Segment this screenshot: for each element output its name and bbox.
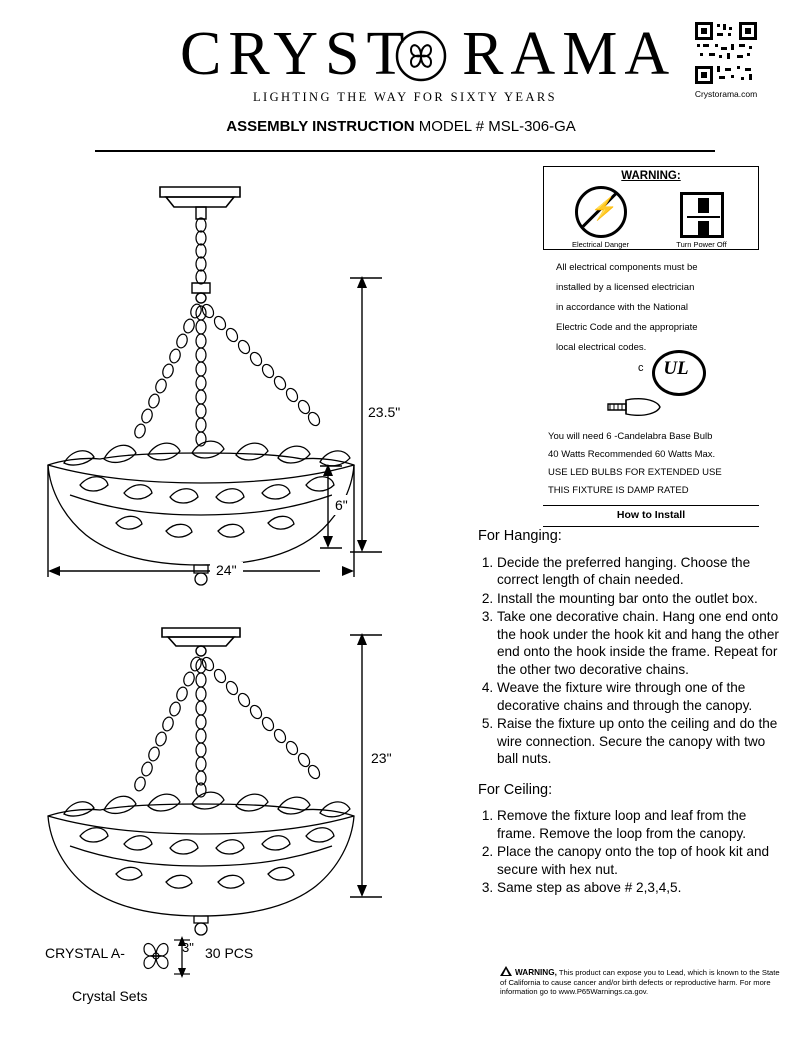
qr-label: Crystorama.com — [694, 89, 758, 99]
how-to-install-heading: How to Install — [616, 509, 686, 521]
header-divider — [95, 150, 715, 152]
hanging-steps-list — [478, 554, 788, 768]
electrical-line-2: installed by a licensed electrician — [556, 282, 695, 293]
turn-power-off-caption: Turn Power Off — [676, 240, 727, 249]
ceiling-step-1: 1. Remove the fixture loop and leaf from the frame. Remove the loop from the canopy. — [497, 807, 788, 842]
electrical-line-4: Electric Code and the appropriate — [556, 322, 698, 333]
assembly-instruction-title — [0, 118, 802, 135]
figure2-dimension-lines — [320, 625, 400, 915]
candelabra-bulb-icon — [600, 388, 670, 428]
fig2-height-dim: 23" — [368, 748, 395, 768]
ceiling-step-3: 3. Same step as above # 2,3,4,5. — [497, 879, 788, 897]
hanging-step-4: 4. Weave the fixture wire through one of the decorative chains and through the canopy. — [497, 679, 788, 714]
bulb-requirements — [548, 428, 768, 500]
bulb-line-2: 40 Watts Recommended 60 Watts Max. — [548, 449, 716, 460]
crystal-qty-label: 30 PCS — [205, 945, 254, 961]
qr-code-block — [680, 22, 772, 99]
bulb-line-4: THIS FIXTURE IS DAMP RATED — [548, 485, 689, 496]
howto-divider-top — [543, 505, 759, 506]
howto-divider-bottom — [543, 526, 759, 527]
ceiling-steps-list — [478, 807, 788, 897]
electrical-danger-icon: ⚡ — [575, 186, 627, 238]
crystal-a-label: CRYSTAL A- — [45, 945, 125, 961]
prop65-text: This product can expose you to Lead, which is known to the State of California to cause cancer and/or birth defects or reproductive harm. For more information go to www.P65Warnings.ca.gov. — [500, 968, 780, 997]
warning-triangle-icon — [500, 966, 512, 976]
hanging-title: For Hanging: — [478, 528, 562, 544]
crystal-sets-label: Crystal Sets — [72, 988, 148, 1004]
warning-box — [543, 166, 759, 250]
prop65-bold: WARNING, — [515, 968, 557, 977]
brand-name-left: CRYST — [180, 20, 411, 88]
electrical-line-1: All electrical components must be — [556, 262, 698, 273]
bulb-line-3: USE LED BULBS FOR EXTENDED USE — [548, 467, 722, 478]
brand-wordmark — [180, 20, 677, 88]
qr-code-icon — [695, 22, 757, 84]
brand-name-right: RAMA — [462, 20, 677, 88]
ceiling-title: For Ceiling: — [478, 781, 553, 798]
instructions-block — [478, 528, 788, 898]
fig1-shade-height-dim: 6" — [332, 495, 351, 515]
fig1-height-dim: 23.5" — [365, 402, 403, 422]
assembly-label: ASSEMBLY INSTRUCTION — [226, 118, 415, 135]
ceiling-step-2: 2. Place the canopy onto the top of hook kit and secure with hex nut. — [497, 843, 788, 878]
turn-power-off-icon — [680, 192, 724, 238]
hanging-step-5: 5. Raise the fixture up onto the ceiling and do the wire connection. Secure the canopy with two ball nuts. — [497, 715, 788, 768]
ul-listed-icon — [638, 350, 704, 392]
hanging-step-3: 3. Take one decorative chain. Hang one end onto the hook under the hook kit and hang the other end onto the hook inside the frame. Repeat for the other two decorative chains. — [497, 608, 788, 678]
flower-logo-icon — [395, 30, 447, 82]
crystal-size-dim: 3" — [182, 940, 194, 955]
hanging-step-2: 2. Install the mounting bar onto the outlet box. — [497, 590, 788, 608]
bulb-line-1: You will need 6 -Candelabra Base Bulb — [548, 431, 713, 442]
electrical-notice — [556, 258, 756, 358]
electrical-danger-caption: Electrical Danger — [571, 240, 630, 249]
ul-mark: UL — [663, 358, 689, 379]
fig1-width-dim: 24" — [210, 562, 243, 578]
ul-c-mark: c — [638, 362, 644, 374]
electrical-line-5: local electrical codes. — [556, 342, 647, 353]
prop65-warning — [500, 965, 780, 997]
warning-title: WARNING: — [621, 170, 681, 182]
brand-tagline: LIGHTING THE WAY FOR SIXTY YEARS — [252, 90, 557, 104]
electrical-line-3: in accordance with the National — [556, 302, 689, 313]
brand-logo — [180, 20, 677, 105]
hanging-step-1: 1. Decide the preferred hanging. Choose the correct length of chain needed. — [497, 554, 788, 589]
model-label: MODEL # MSL-306-GA — [418, 118, 576, 135]
